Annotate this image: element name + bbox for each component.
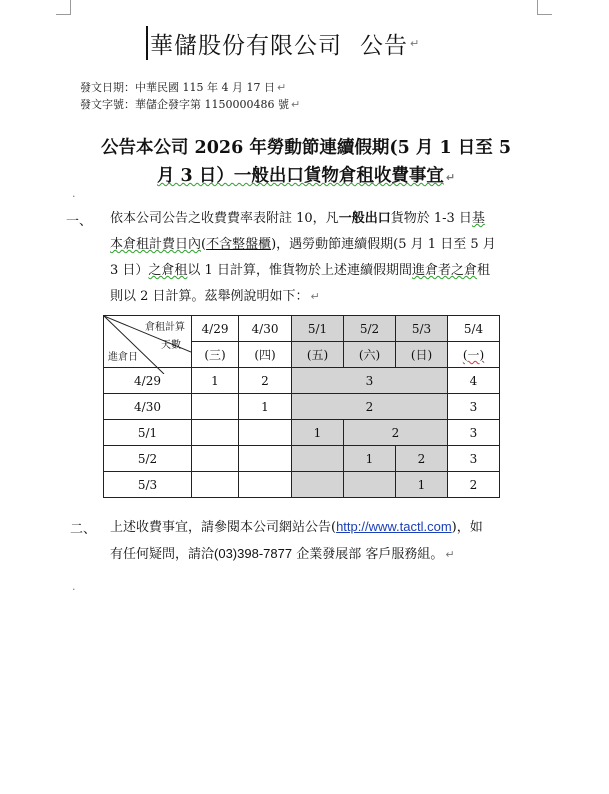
table-row [104, 394, 500, 420]
table-cell: 1 [292, 420, 344, 446]
title-word: 公告 [360, 32, 408, 59]
table-cell-merged: 2 [292, 394, 448, 420]
row-label: 4/29 [104, 368, 192, 394]
notice-title [146, 26, 420, 60]
date-header: 5/3 [396, 316, 448, 342]
date-header: 5/2 [344, 316, 396, 342]
weekday-header: (四) [239, 342, 292, 368]
section-1-line-3: 3 日）之倉租以 1 日計算，惟貨物於上述連續假期間進倉者之倉租 [110, 263, 490, 278]
heading-line-2: 月 3 日）一般出口貨物倉租收費事宜 ↵ [156, 166, 456, 186]
empty-paragraph-mark: . [72, 187, 76, 200]
issue-date: 發文日期：中華民國 115 年 4 月 17 日 ↵ [80, 81, 287, 94]
table-cell: 1 [192, 368, 239, 394]
page-corner-mark-top-left [56, 0, 71, 15]
weekday-header: (六) [344, 342, 396, 368]
table-row [104, 446, 500, 472]
empty-paragraph-mark: . [72, 580, 76, 593]
table-cell: 4 [448, 368, 500, 394]
table-cell [239, 420, 292, 446]
table-row [104, 420, 500, 446]
date-header: 5/4 [448, 316, 500, 342]
section-2-line-1: 上述收費事宜，請參閱本公司網站公告(http://www.tactl.com)，如 [110, 519, 483, 535]
table-row [104, 472, 500, 498]
date-header: 5/1 [292, 316, 344, 342]
weekday-header: (日) [396, 342, 448, 368]
notice-heading [62, 134, 550, 192]
table-cell: 1 [396, 472, 448, 498]
row-label: 4/30 [104, 394, 192, 420]
section-1-body [110, 206, 550, 310]
table-corner-header: 倉租計算 天數 進倉日 [104, 316, 192, 368]
table-cell [239, 446, 292, 472]
table-cell: 3 [448, 420, 500, 446]
table-cell-merged: 3 [292, 368, 448, 394]
table-cell [239, 472, 292, 498]
row-label: 5/2 [104, 446, 192, 472]
table-cell: 2 [239, 368, 292, 394]
table-cell [192, 472, 239, 498]
table-cell [344, 472, 396, 498]
table-cell [192, 394, 239, 420]
weekday-header: (一) [448, 342, 500, 368]
section-1-number: 一、 [66, 214, 93, 229]
website-link[interactable]: http://www.tactl.com [336, 519, 452, 534]
weekday-header: (五) [292, 342, 344, 368]
section-2-line-2: 有任何疑問，請洽(03)398-7877 企業發展部 客戶服務組。 ↵ [110, 546, 455, 562]
heading-line-1: 公告本公司 2026 年勞動節連續假期(5 月 1 日至 5 [100, 138, 512, 158]
doc-number: 發文字號：華儲企發字第 1150000486 號 ↵ [80, 98, 301, 111]
table-cell: 1 [344, 446, 396, 472]
phone-number: (03)398-7877 [214, 546, 293, 561]
weekday-header: (三) [192, 342, 239, 368]
section-1-line-2: 本倉租計費日內(不含整盤櫃)，遇勞動節連續假期(5 月 1 日至 5 月 [110, 237, 496, 252]
table-cell-merged: 2 [344, 420, 448, 446]
row-label: 5/1 [104, 420, 192, 446]
date-header: 4/30 [239, 316, 292, 342]
table-cell [292, 472, 344, 498]
section-2-body [110, 514, 550, 568]
section-2-number: 二、 [70, 522, 97, 537]
table-cell: 3 [448, 446, 500, 472]
table-cell: 2 [448, 472, 500, 498]
table-cell: 3 [448, 394, 500, 420]
section-1-line-1: 依本公司公告之收費費率表附註 10，凡一般出口貨物於 1-3 日基 [110, 211, 485, 226]
rent-table [103, 315, 500, 498]
table-cell: 1 [239, 394, 292, 420]
table-cell [292, 446, 344, 472]
section-1-line-4: 則以 2 日計算。茲舉例說明如下： ↵ [110, 289, 320, 304]
page-corner-mark-top-right [537, 0, 552, 15]
table-cell: 2 [396, 446, 448, 472]
table-cell [192, 420, 239, 446]
table-cell [192, 446, 239, 472]
paragraph-mark: ↵ [410, 36, 421, 50]
company-name: 華儲股份有限公司 [150, 32, 342, 59]
date-header: 4/29 [192, 316, 239, 342]
row-label: 5/3 [104, 472, 192, 498]
